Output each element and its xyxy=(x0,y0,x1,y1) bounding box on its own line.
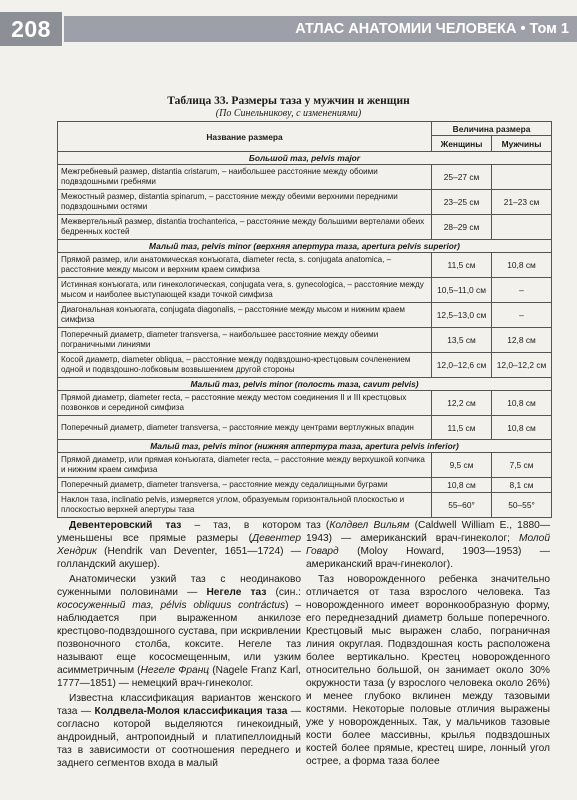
page-number: 208 xyxy=(0,12,62,46)
row-name: Межгребневый размер, distantia cristarum, – наибольшее расстояние между обоими подвздошными гребнями xyxy=(58,165,432,190)
row-men: 8,1 см xyxy=(492,478,552,493)
row-name: Межвертельный размер, distantia trochanterica, – расстояние между большими вертелами обеих бедренных костей xyxy=(58,215,432,240)
row-women: 23–25 см xyxy=(432,190,492,215)
row-name: Межостный размер, distantia spinarum, – расстояние между обеими верхними передними подвздошными остями xyxy=(58,190,432,215)
text-span: Анатомически узкий таз с неодинаково суженными половинами — xyxy=(57,574,301,598)
table-row xyxy=(58,253,552,278)
section-row xyxy=(58,440,552,453)
row-women: 12,0–12,6 см xyxy=(432,353,492,378)
table-row xyxy=(58,453,552,478)
text-span: (син.: xyxy=(266,587,302,598)
table-row xyxy=(58,303,552,328)
text-span: (Caldwell William E., 1880—1943) — американский врач-гинеколог; xyxy=(306,520,551,544)
paragraph-newborn: Таз новорожденного ребенка значительно отличается от таза взрослого человека. Таз новорожденного имеет воронкообразную форму, его переднезадний диаметр больше поперечного. Крестцовый мыс выражен слабо, пограничная линия округлая. Подвздошная кость расположена более вертикально. Крестец новорожденного относительно большой, он занимает около 30% окружности таза (у взрослого человека около 26%) и менее глубоко вклинен между тазовыми костями. Некоторые половые отличия выражены уже у новорожденных. Так, у мальчиков тазовые кости более массивны, крылья подвздошных костей более прямые, крестец шире, лонный угол острее, а форма таза более xyxy=(306,574,550,767)
row-men: 12,8 см xyxy=(492,328,552,353)
table-row xyxy=(58,493,552,518)
table-row xyxy=(58,165,552,190)
row-women: 12,2 см xyxy=(432,391,492,416)
section-title: Малый таз, pelvis minor (нижняя аппертура таза, apertura pelvis inferior) xyxy=(58,440,552,453)
text-span: (Moloy Howard, 1903—1953) — американский врач-гинеколог). xyxy=(306,546,550,570)
row-men xyxy=(492,215,552,240)
header-group: Величина размера xyxy=(432,122,552,136)
row-name: Поперечный диаметр, diameter transversa, – наибольшее расстояние между обеими пограничными линиями xyxy=(58,328,432,353)
term-negele: Негеле таз xyxy=(206,587,267,598)
row-men: 12,0–12,2 см xyxy=(492,353,552,378)
paragraph-negele xyxy=(57,573,301,690)
text-span: ) – наблюдается при выраженном анкилозе крестцово-подвздошного сустава, при искривлении позвоночного столба, коксите. Негеле таз называют еще кососмещенным, или узким асимметричным ( xyxy=(57,600,302,676)
text-italic: Молой Говард xyxy=(306,533,550,557)
row-name: Истинная конъюгата, или гинекологическая, conjugata vera, s. gynecologica, – расстояние между мысом и наиболее выступающей кзади точкой симфиза xyxy=(58,278,432,303)
row-men: 21–23 см xyxy=(492,190,552,215)
row-name: Косой диаметр, diameter obliqua, – расстояние между подвздошно-крестцовым сочленением одной и подвздошно-лобковым возвышением другой стороны xyxy=(58,353,432,378)
table-row xyxy=(58,215,552,240)
row-men: 10,8 см xyxy=(492,416,552,440)
section-title: Малый таз, pelvis minor (полость таза, cavum pelvis) xyxy=(58,378,552,391)
row-women: 9,5 см xyxy=(432,453,492,478)
text-span: – таз, в котором уменьшены все прямые размеры ( xyxy=(57,520,301,544)
row-men: 50–55° xyxy=(492,493,552,518)
table-row xyxy=(58,353,552,378)
row-name: Диагональная конъюгата, conjugata diagonalis, – расстояние между мысом и нижним краем симфиза xyxy=(58,303,432,328)
row-women: 28–29 см xyxy=(432,215,492,240)
running-title: АТЛАС АНАТОМИИ ЧЕЛОВЕКА • Том 1 xyxy=(64,16,577,42)
section-row xyxy=(58,378,552,391)
term-caldwell: Колдвела-Молоя классификация таза xyxy=(94,706,288,717)
row-women: 12,5–13,0 см xyxy=(432,303,492,328)
row-women: 55–60° xyxy=(432,493,492,518)
row-women: 10,5–11,0 см xyxy=(432,278,492,303)
header-women: Женщины xyxy=(432,136,492,152)
pelvis-sizes-table xyxy=(57,121,552,518)
row-name: Поперечный диаметр, diameter transversa, – расстояние между центрами вертлужных впадин xyxy=(58,416,432,440)
table-row xyxy=(58,278,552,303)
table-row xyxy=(58,391,552,416)
table-row xyxy=(58,416,552,440)
text-italic: кососуженный таз, pélvis obliquus contráctus xyxy=(57,600,286,611)
row-women: 11,5 см xyxy=(432,253,492,278)
row-men: 10,8 см xyxy=(492,253,552,278)
row-name: Прямой диаметр, или прямая конъюгата, diameter recta, – расстояние между верхушкой копчика и нижним краем симфиза xyxy=(58,453,432,478)
row-men: 10,8 см xyxy=(492,391,552,416)
paragraph-caldwell-cont xyxy=(306,519,550,571)
table-row xyxy=(58,328,552,353)
row-men: 7,5 см xyxy=(492,453,552,478)
table-title: Таблица 33. Размеры таза у мужчин и женщин xyxy=(167,95,410,107)
section-row xyxy=(58,152,552,165)
row-men xyxy=(492,165,552,190)
paragraph-deventer xyxy=(57,519,301,571)
term-deventer: Девентеровский таз xyxy=(69,520,182,531)
row-name: Прямой диаметр, diameter recta, – расстояние между местом соединения II и III крестцовых позвонков и серединой симфиза xyxy=(58,391,432,416)
section-title: Большой таз, pelvis major xyxy=(58,152,552,165)
text-italic: Колдвел Вильям xyxy=(329,520,410,531)
text-italic: Девентер Хендрик xyxy=(57,533,301,557)
text-span: Известна классификация вариантов женского таза — xyxy=(57,693,301,717)
header-name: Название размера xyxy=(58,122,432,152)
row-women: 25–27 см xyxy=(432,165,492,190)
row-name: Наклон таза, inclinatio pelvis, измеряется углом, образуемым горизонтальной плоскостью и плоскостью верхней апертуры таза xyxy=(58,493,432,518)
text-span: — согласно которой выделяются гинекоидный, андроидный, антропоидный и платипеллоидный таз в зависимости от соотношения переднего и заднего сегментов входа в малый xyxy=(57,706,301,769)
text-column-left xyxy=(57,519,301,772)
text-span: (Hendrik van Deventer, 1651—1724) — голландский акушер). xyxy=(57,546,301,570)
row-name: Прямой размер, или анатомическая конъюгата, diameter recta, s. conjugata anatomica, – расстояние между мысом и верхним краем симфиза xyxy=(58,253,432,278)
text-span: (Nagele Franz Karl, 1777—1851) — немецкий врач-гинеколог. xyxy=(57,665,301,689)
row-women: 10,8 см xyxy=(432,478,492,493)
row-name: Поперечный диаметр, diameter transversa, – расстояние между седалищными буграми xyxy=(58,478,432,493)
page-header xyxy=(0,12,577,46)
header-men: Мужчины xyxy=(492,136,552,152)
row-men: – xyxy=(492,278,552,303)
row-women: 13,5 см xyxy=(432,328,492,353)
row-men: – xyxy=(492,303,552,328)
text-span: таз ( xyxy=(306,520,330,531)
table-row xyxy=(58,190,552,215)
table-subtitle: (По Синельникову, с изменениями) xyxy=(215,108,362,119)
section-row xyxy=(58,240,552,253)
text-column-right xyxy=(306,519,550,770)
text-italic: Негеле Франц xyxy=(140,665,210,676)
section-title: Малый таз, pelvis minor (верхняя апертура таза, apertura pelvis superior) xyxy=(58,240,552,253)
table-row xyxy=(58,478,552,493)
paragraph-caldwell xyxy=(57,692,301,770)
row-women: 11,5 см xyxy=(432,416,492,440)
table-header-row xyxy=(58,122,552,136)
